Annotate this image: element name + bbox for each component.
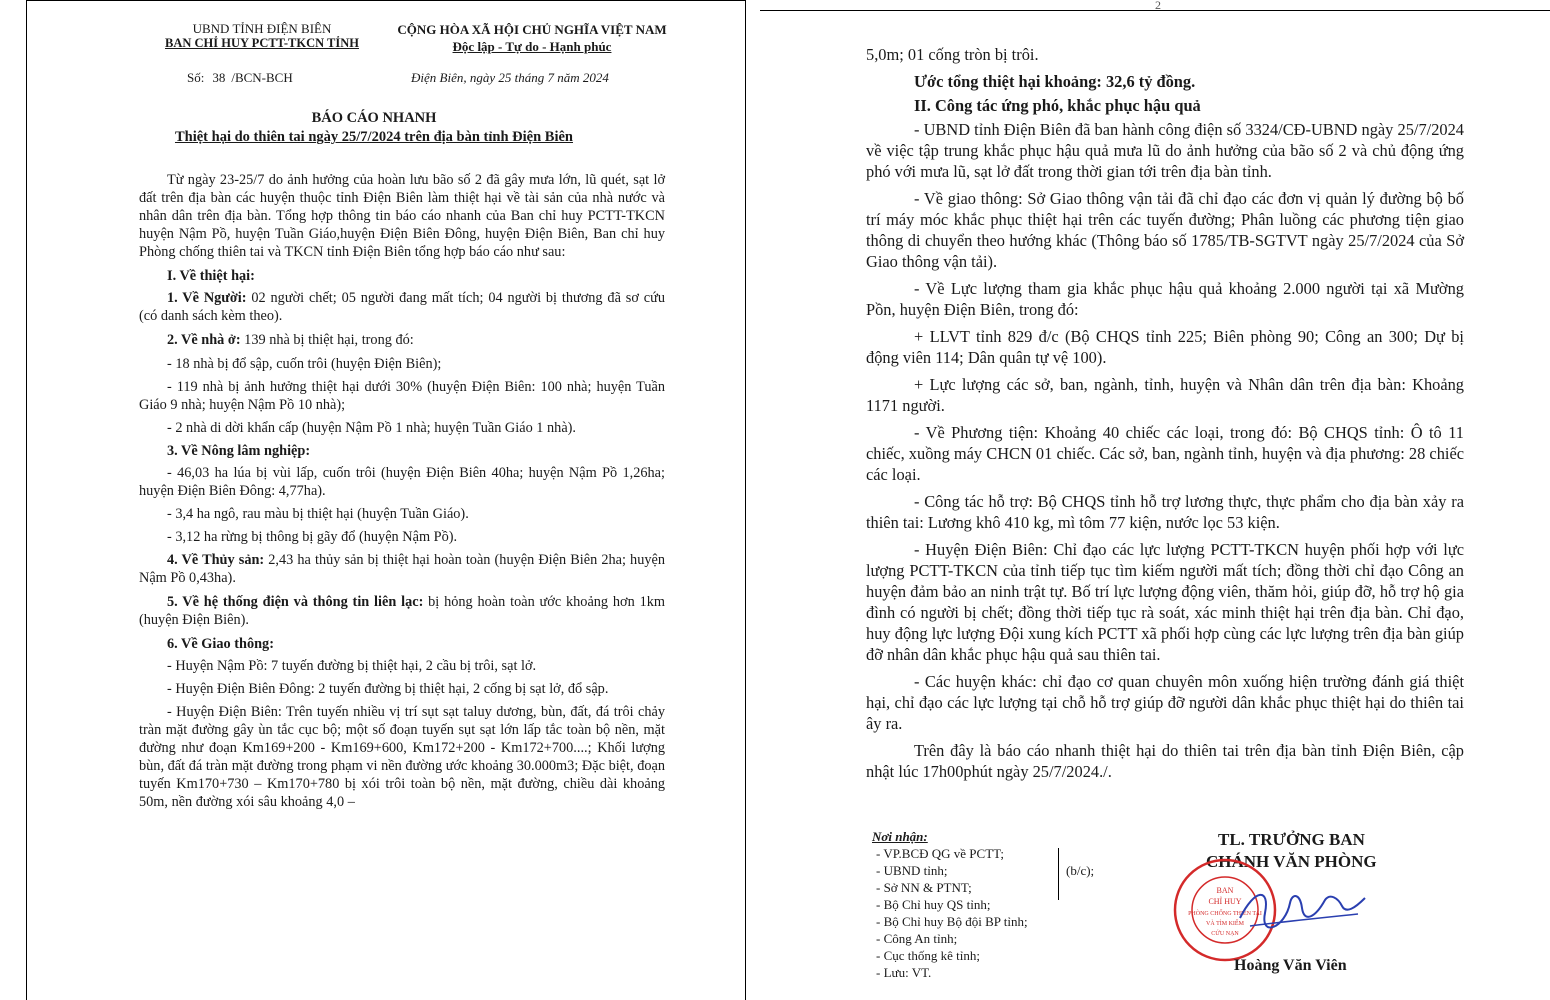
response-paragraph: - Về Phương tiện: Khoảng 40 chiếc các loại, trong đó: Bộ CHQS tỉnh: Ô tô 11 chiếc, xuồng máy CHCN 01 chiếc. Các sở, ban, ngành tỉnh, huyện và địa phương: 28 chiếc các loại. [866, 423, 1464, 484]
power-label: 5. Về hệ thống điện và thông tin liên lạc: [167, 594, 424, 610]
document-page-2 [760, 0, 1550, 1000]
national-header [377, 21, 687, 55]
section-heading-damage: I. Về thiệt hại: [167, 268, 255, 284]
svg-text:VÀ TÌM KIẾM: VÀ TÌM KIẾM [1206, 921, 1244, 927]
document-title: BÁO CÁO NHANH [311, 110, 437, 126]
signer-name: Hoàng Văn Viên [1234, 957, 1347, 974]
svg-text:CỨU NẠN: CỨU NẠN [1211, 931, 1239, 937]
agency-name: BAN CHỈ HUY PCTT-TKCN TỈNH [164, 36, 359, 50]
response-paragraph: + Lực lượng các sở, ban, ngành, tỉnh, huyện và Nhân dân trên địa bàn: Khoảng 1171 người. [866, 375, 1464, 415]
agri-item: - 46,03 ha lúa bị vùi lấp, cuốn trôi (huyện Điện Biên 40ha; huyện Nậm Pồ 1,26ha; huyện Điện Biên Đông: 4,77ha). [139, 465, 665, 499]
traffic-item: - Huyện Nậm Pồ: 7 tuyến đường bị thiệt hại, 2 cầu bị trôi, sạt lở. [167, 658, 537, 674]
agri-item: - 3,12 ha rừng bị thông bị gãy đổ (huyện Nậm Pồ). [167, 529, 458, 545]
recipient-item: - Bộ Chỉ huy QS tỉnh; [876, 897, 991, 912]
signature-title-line1: TL. TRƯỞNG BAN [1218, 830, 1365, 849]
issuing-authority [132, 21, 392, 51]
traffic-item: - Huyện Điện Biên Đông: 2 tuyến đường bị thiệt hại, 2 cống bị sạt lở, đổ sập. [167, 681, 609, 697]
nation-name: CỘNG HÒA XÃ HỘI CHỦ NGHĨA VIỆT NAM [397, 22, 667, 37]
recipient-item: - Công An tỉnh; [876, 931, 958, 946]
people-label: 1. Về Người: [167, 290, 247, 306]
recipient-item: - Bộ Chỉ huy Bộ đội BP tỉnh; [876, 914, 1028, 929]
signature-icon [1230, 878, 1370, 938]
response-paragraph: - Công tác hỗ trợ: Bộ CHQS tỉnh hỗ trợ lương thực, thực phẩm cho địa bàn xảy ra thiên tai: Lương khô 410 kg, mì tôm 77 kiện, nước lọc 53 kiện. [866, 492, 1464, 532]
houses-item: - 119 nhà bị ảnh hưởng thiệt hại dưới 30% (huyện Điện Biên: 100 nhà; huyện Tuần Giáo 9 nhà; huyện Nậm Pồ 10 nhà); [139, 379, 665, 413]
national-motto: Độc lập - Tự do - Hạnh phúc [452, 39, 612, 54]
doc-number-value: 38 [212, 70, 226, 85]
response-paragraph: - UBND tỉnh Điện Biên đã ban hành công điện số 3324/CĐ-UBND ngày 25/7/2024 về việc tập trung khắc phục hậu quả mưa lũ do ảnh hưởng của bão số 2 và chủ động ứng phó với mưa lũ, sạt lở đất trong thời gian tới trên địa bàn tỉnh. [866, 120, 1464, 181]
recipients-bracket [1058, 848, 1059, 900]
document-number [187, 70, 293, 86]
continued-text: 5,0m; 01 cống tròn bị trôi. [866, 45, 1039, 64]
response-paragraph: - Các huyện khác: chỉ đạo cơ quan chuyên môn xuống hiện trường đánh giá thiệt hại, chỉ đạo các lực lượng tại chỗ hỗ trợ giúp đỡ người dân khắc phục thiệt hại do thiên tai ây ra. [866, 672, 1464, 733]
recipients-note: (b/c); [1066, 863, 1095, 878]
document-subtitle [27, 129, 721, 146]
aqua-label: 4. Về Thủy sản: [167, 552, 265, 568]
agri-heading: 3. Về Nông lâm nghiệp: [167, 443, 311, 459]
response-paragraph: + LLVT tỉnh 829 đ/c (Bộ CHQS tỉnh 225; Biên phòng 90; Công an 300; Dự bị động viên 114; Dân quân tự vệ 100). [866, 327, 1464, 367]
aqua-text: 2,43 ha thủy sản bị thiệt hại hoàn toàn (huyện Điện Biên 2ha; huyện Nậm Pồ 0,43ha). [139, 552, 665, 586]
recipient-item: - UBND tỉnh; [876, 863, 948, 878]
houses-label: 2. Về nhà ở: [167, 332, 241, 348]
traffic-item: - Huyện Điện Biên: Trên tuyến nhiều vị trí sụt sạt taluy dương, bùn, đất, đá trôi chảy tràn mặt đường gây ùn tắc cục bộ; một số đoạn tuyến sụt sạt lớn lấp tắc toàn bộ nền, mặt đường như đoạn Km169+200 - Km169+600, Km172+200 - Km172+700....; Khối lượng bùn, đất đá tràn mặt đường trong phạm vi nền đường ước khoảng 30.000m3; Đặc biệt, đoạn tuyến Km170+730 – Km170+780 bị xói trôi toàn bộ nền, mặt đường, chiều dài khoảng 50m, nền đường xói sâu khoảng 4,0 – [139, 704, 665, 810]
svg-text:CHỈ HUY: CHỈ HUY [1208, 897, 1242, 906]
people-text: 02 người chết; 05 người đang mất tích; 04 người bị thương đã sơ cứu (có danh sách kèm theo). [139, 290, 665, 324]
intro-paragraph: Từ ngày 23-25/7 do ảnh hưởng của hoàn lưu bão số 2 đã gây mưa lớn, lũ quét, sạt lở đất trên địa bàn các huyện thuộc tỉnh Điện Biên làm thiệt hại về tài sản của nhà nước và nhân dân trên địa bàn. Tổng hợp thông tin báo cáo nhanh của Ban chỉ huy PCTT-TKCN huyện Nậm Pồ, huyện Tuần Giáo,huyện Điện Biên Đông, huyện Điện Biên, Ban chỉ huy Phòng chống thiên tai và TKCN tỉnh Điện Biên tổng hợp báo cáo như sau: [139, 172, 665, 260]
total-damage: Ước tổng thiệt hại khoảng: 32,6 tỷ đồng. [914, 72, 1196, 91]
doc-number-suffix: /BCN-BCH [231, 70, 293, 85]
recipient-item: - Cục thống kê tỉnh; [876, 948, 980, 963]
closing-paragraph: Trên đây là báo cáo nhanh thiệt hại do thiên tai trên địa bàn tỉnh Điện Biên, cập nhật lúc 17h00phút ngày 25/7/2024./. [866, 741, 1464, 781]
recipients-block [872, 828, 1132, 981]
org-name: UBND TỈNH ĐIỆN BIÊN [192, 21, 332, 36]
response-paragraph: - Huyện Điện Biên: Chỉ đạo các lực lượng PCTT-TKCN huyện phối hợp với lực lượng PCTT-TKCN của tỉnh tiếp tục tìm kiếm người mất tích; đồng thời chỉ đạo Công an huyện đảm bảo an ninh trật tự. Bố trí lực lượng động viên, thăm hỏi, giúp đỡ, hỗ trợ hộ gia đình có người bị chết; đồng thời tiếp tục rà soát, xác minh thiệt hại trên địa bàn. Chỉ đạo, huy động lực lượng Đội xung kích PCTT xã phối hợp cùng các lực lượng trên địa bàn giúp đỡ nhân dân khắc phục hậu quả sau thiên tai. [866, 540, 1464, 664]
report-body-part1 [139, 171, 665, 816]
svg-text:PHÒNG CHỐNG THIÊN TAI: PHÒNG CHỐNG THIÊN TAI [1188, 911, 1262, 917]
recipient-item: - Sở NN & PTNT; [876, 880, 972, 895]
agri-item: - 3,4 ha ngô, rau màu bị thiệt hại (huyện Tuần Giáo). [167, 506, 469, 522]
signature-title-line2: CHÁNH VĂN PHÒNG [1206, 852, 1377, 871]
recipient-item: - VP.BCĐ QG về PCTT; [876, 846, 1004, 861]
document-page-1 [26, 0, 746, 1000]
svg-text:BAN: BAN [1216, 886, 1234, 895]
subtitle-text: Thiệt hại do thiên tai ngày 25/7/2024 trên địa bàn tỉnh Điện Biên [174, 129, 573, 145]
power-text: bị hỏng hoàn toàn ước khoảng hơn 1km (huyện Điện Biên). [139, 594, 665, 628]
report-body-part2 [866, 44, 1464, 788]
recipient-item: - Lưu: VT. [876, 965, 932, 980]
power-paragraph [139, 593, 665, 629]
response-paragraph: - Về Lực lượng tham gia khắc phục hậu quả khoảng 2.000 người tại xã Mường Pồn, huyện Điện Biên, trong đó: [866, 279, 1464, 319]
houses-paragraph [139, 331, 665, 349]
traffic-heading: 6. Về Giao thông: [167, 636, 274, 652]
aqua-paragraph [139, 551, 665, 587]
houses-text: 139 nhà bị thiệt hại, trong đó: [240, 332, 414, 348]
recipients-label: Nơi nhận: [872, 829, 928, 844]
document-date: Điện Biên, ngày 25 tháng 7 năm 2024 [411, 70, 609, 85]
houses-item: - 18 nhà bị đổ sập, cuốn trôi (huyện Điện Biên); [167, 356, 442, 372]
response-paragraph: - Về giao thông: Sở Giao thông vận tải đã chỉ đạo các đơn vị quản lý đường bộ bố trí máy móc khắc phục thiệt hại trên các tuyến đường; Phân luồng các phương tiện giao thông di chuyển theo hướng khác (Thông báo số 1785/TB-SGTVT ngày 25/7/2024 của Sở Giao thông vận tải). [866, 189, 1464, 271]
section-heading-response: II. Công tác ứng phó, khắc phục hậu quả [914, 96, 1201, 115]
page-number: 2 [1155, 0, 1161, 12]
people-paragraph [139, 289, 665, 325]
doc-number-prefix: Số: [187, 70, 205, 85]
houses-item: - 2 nhà di dời khẩn cấp (huyện Nậm Pồ 1 nhà; huyện Tuần Giáo 1 nhà). [167, 420, 576, 436]
